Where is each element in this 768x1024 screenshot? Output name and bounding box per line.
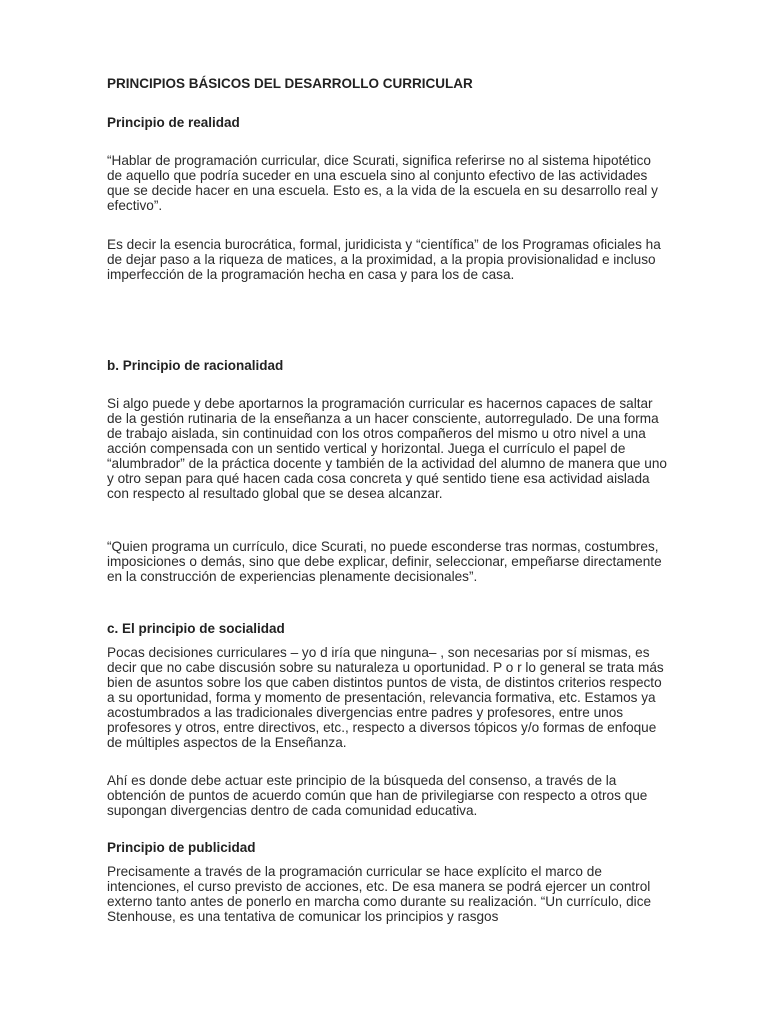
paragraph-publicidad-1: Precisamente a través de la programación curricular se hace explícito el marco de intenciones, el curso previsto de acciones, etc. De esa manera se podrá ejercer un control externo tanto antes de ponerlo en marcha como durante su realización. “Un currículo, dice Stenhouse, es una tentativa de comunicar los principios y rasgos (107, 864, 652, 924)
paragraph-realidad-1: “Hablar de programación curricular, dice Scurati, significa referirse no al sistema hipotético de aquello que podría suceder en una escuela sino al conjunto efectivo de las actividades que se decide hacer en una escuela. Esto es, a la vida de la escuela en su desarrollo real y efectivo”. (107, 153, 658, 213)
section-heading-realidad: Principio de realidad (107, 115, 240, 130)
section-heading-publicidad: Principio de publicidad (107, 840, 256, 855)
document-title: PRINCIPIOS BÁSICOS DEL DESARROLLO CURRICULAR (107, 76, 473, 91)
paragraph-socialidad-2: Ahí es donde debe actuar este principio de la búsqueda del consenso, a través de la obtención de puntos de acuerdo común que han de privilegiarse con respecto a otros que supongan divergencias dentro de cada comunidad educativa. (107, 773, 648, 818)
paragraph-socialidad-1: Pocas decisiones curriculares – yo d iría que ninguna– , son necesarias por sí mismas, es decir que no cabe discusión sobre su naturaleza u oportunidad. P o r lo general se trata más bien de asuntos sobre los que caben distintos puntos de vista, de distintos criterios respecto a su oportunidad, forma y momento de presentación, relevancia formativa, etc. Estamos ya acostumbrados a las tradicionales divergencias entre padres y profesores, entre unos profesores y otros, entre directivos, etc., respecto a diversos tópicos y/o formas de enfoque de múltiples aspectos de la Enseñanza. (107, 645, 664, 750)
paragraph-racionalidad-1: Si algo puede y debe aportarnos la programación curricular es hacernos capaces de saltar de la gestión rutinaria de la enseñanza a un hacer consciente, autorregulado. De una forma de trabajo aislada, sin continuidad con los otros compañeros del mismo u otro nivel a una acción compensada con un sentido vertical y horizontal. Juega el currículo el papel de “alumbrador” de la práctica docente y también de la actividad del alumno de manera que uno y otro sepan para qué hacen cada cosa concreta y qué sentido tiene esa actividad aislada con respecto al resultado global que se desea alcanzar. (107, 396, 667, 501)
section-heading-racionalidad: b. Principio de racionalidad (107, 358, 284, 373)
paragraph-realidad-2: Es decir la esencia burocrática, formal, juridicista y “científica” de los Programas oficiales ha de dejar paso a la riqueza de matices, a la proximidad, a la propia provisionalidad e incluso imperfección de la programación hecha en casa y para los de casa. (107, 237, 661, 282)
section-heading-socialidad: c. El principio de socialidad (107, 621, 285, 636)
paragraph-racionalidad-2: “Quien programa un currículo, dice Scurati, no puede esconderse tras normas, costumbres, imposiciones o demás, sino que debe explicar, definir, seleccionar, empeñarse directamente en la construcción de experiencias plenamente decisionales”. (107, 539, 662, 584)
